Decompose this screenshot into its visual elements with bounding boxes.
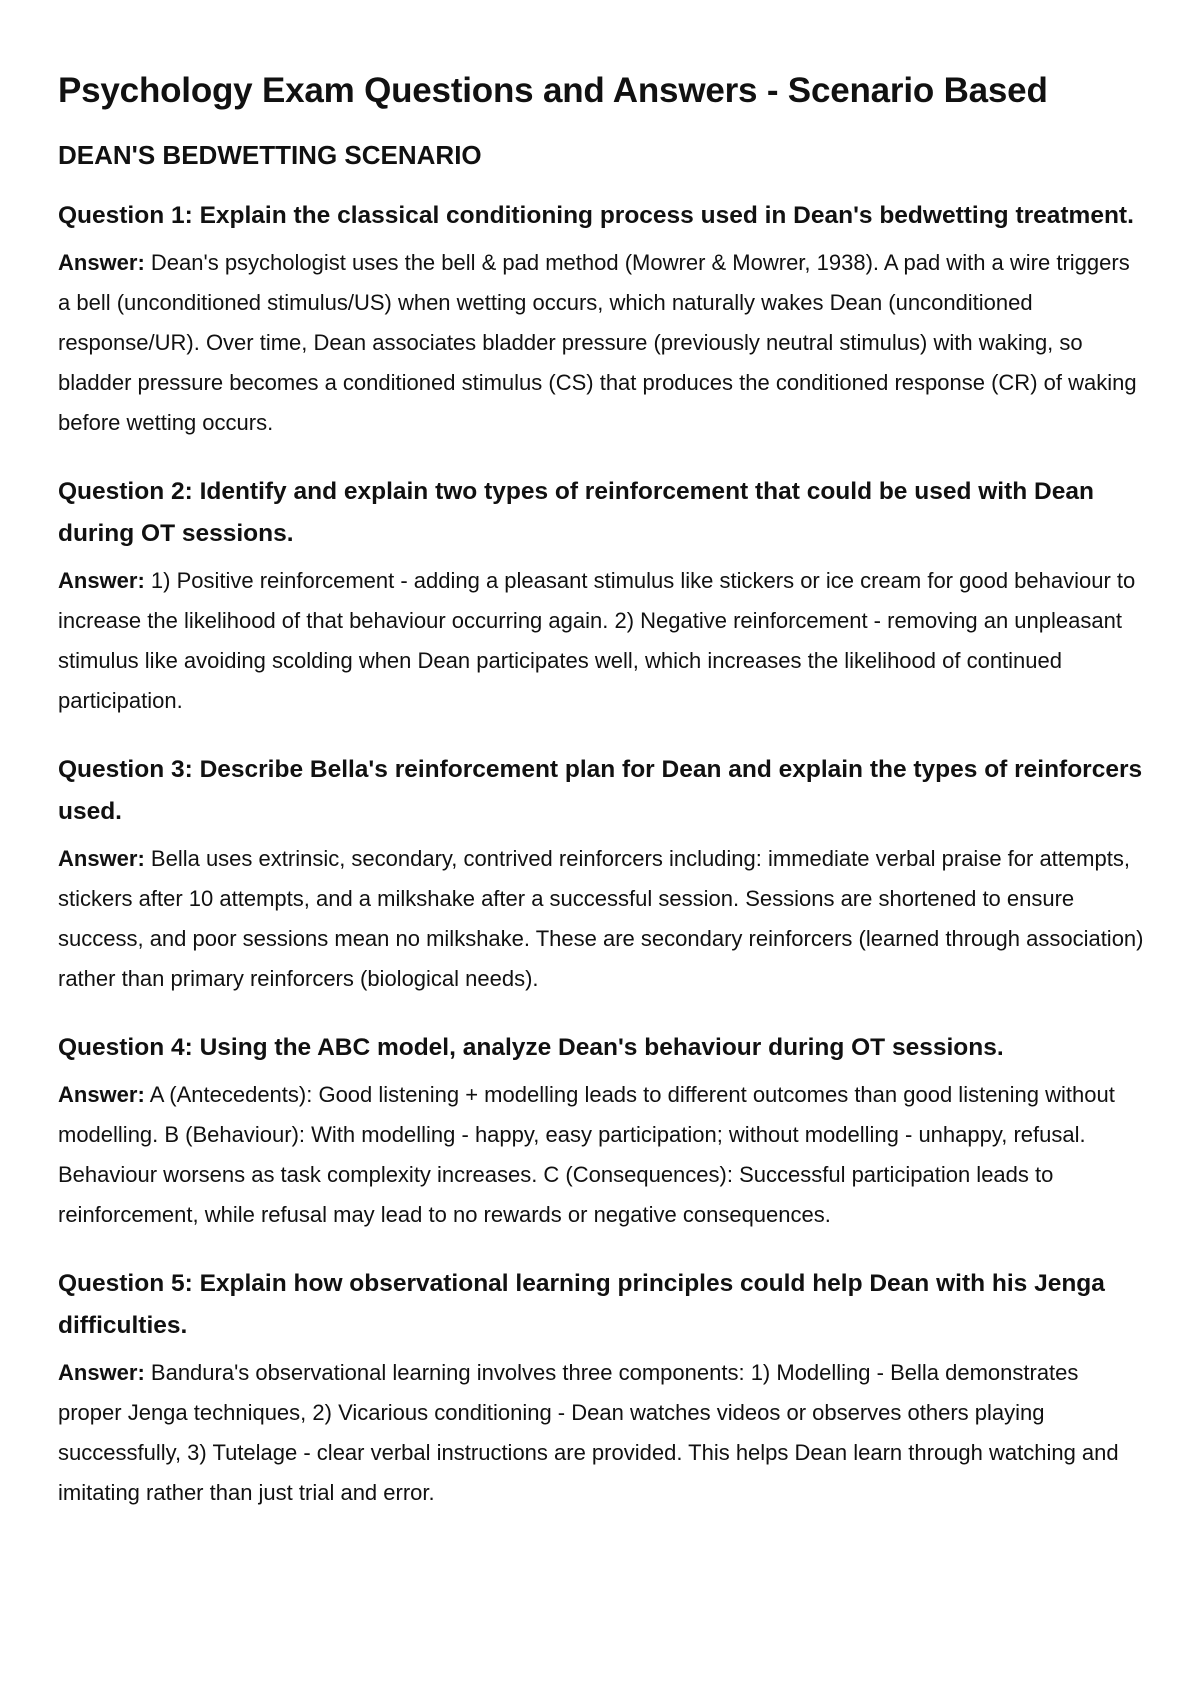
section-title: DEAN'S BEDWETTING SCENARIO	[58, 140, 482, 170]
question-3: Question 3: Describe Bella's reinforcement plan for Dean and explain the types of reinforcers used.	[58, 756, 1143, 826]
answer-1	[58, 243, 1144, 443]
qa-item-3	[58, 749, 1144, 999]
question-1: Question 1: Explain the classical conditioning process used in Dean's bedwetting treatment.	[58, 202, 1134, 230]
qa-item-2	[58, 471, 1144, 721]
qa-item-4	[58, 1027, 1144, 1235]
answer-2-text: 1) Positive reinforcement - adding a pleasant stimulus like stickers or ice cream for good behaviour to increase the likelihood of that behaviour occurring again. 2) Negative reinforcement - removing an unpleasant stimulus like avoiding scolding when Dean participates well, which increases the likelihood of continued participation.	[58, 568, 1136, 714]
qa-item-5	[58, 1263, 1144, 1513]
question-4: Question 4: Using the ABC model, analyze Dean's behaviour during OT sessions.	[58, 1034, 1004, 1062]
answer-5-text: Bandura's observational learning involves three components: 1) Modelling - Bella demonstrates proper Jenga techniques, 2) Vicarious conditioning - Dean watches videos or observes others playing successfully, 3) Tutelage - clear verbal instructions are provided. This helps Dean learn through watching and imitating rather than just trial and error.	[58, 1360, 1119, 1506]
answer-label: Answer:	[58, 1360, 145, 1386]
question-5: Question 5: Explain how observational learning principles could help Dean with his Jenga difficulties.	[58, 1270, 1105, 1340]
answer-label: Answer:	[58, 846, 145, 872]
question-2: Question 2: Identify and explain two types of reinforcement that could be used with Dean during OT sessions.	[58, 478, 1094, 548]
answer-4-text: A (Antecedents): Good listening + modelling leads to different outcomes than good listening without modelling. B (Behaviour): With modelling - happy, easy participation; without modelling - unhappy, refusal. Behaviour worsens as task complexity increases. C (Consequences): Successful participation leads to reinforcement, while refusal may lead to no rewards or negative consequences.	[58, 1082, 1115, 1228]
answer-4	[58, 1075, 1144, 1235]
qa-item-1	[58, 195, 1144, 443]
answer-label: Answer:	[58, 568, 145, 594]
answer-label: Answer:	[58, 250, 145, 276]
document-title: Psychology Exam Questions and Answers - Scenario Based	[58, 71, 1048, 110]
answer-5	[58, 1353, 1144, 1513]
answer-3	[58, 839, 1144, 999]
answer-2	[58, 561, 1144, 721]
answer-1-text: Dean's psychologist uses the bell & pad method (Mowrer & Mowrer, 1938). A pad with a wire triggers a bell (unconditioned stimulus/US) when wetting occurs, which naturally wakes Dean (unconditioned response/UR). Over time, Dean associates bladder pressure (previously neutral stimulus) with waking, so bladder pressure becomes a conditioned stimulus (CS) that produces the conditioned response (CR) of waking before wetting occurs.	[58, 250, 1137, 436]
answer-3-text: Bella uses extrinsic, secondary, contrived reinforcers including: immediate verbal praise for attempts, stickers after 10 attempts, and a milkshake after a successful session. Sessions are shortened to ensure success, and poor sessions mean no milkshake. These are secondary reinforcers (learned through association) rather than primary reinforcers (biological needs).	[58, 846, 1144, 992]
answer-label: Answer:	[58, 1082, 145, 1108]
